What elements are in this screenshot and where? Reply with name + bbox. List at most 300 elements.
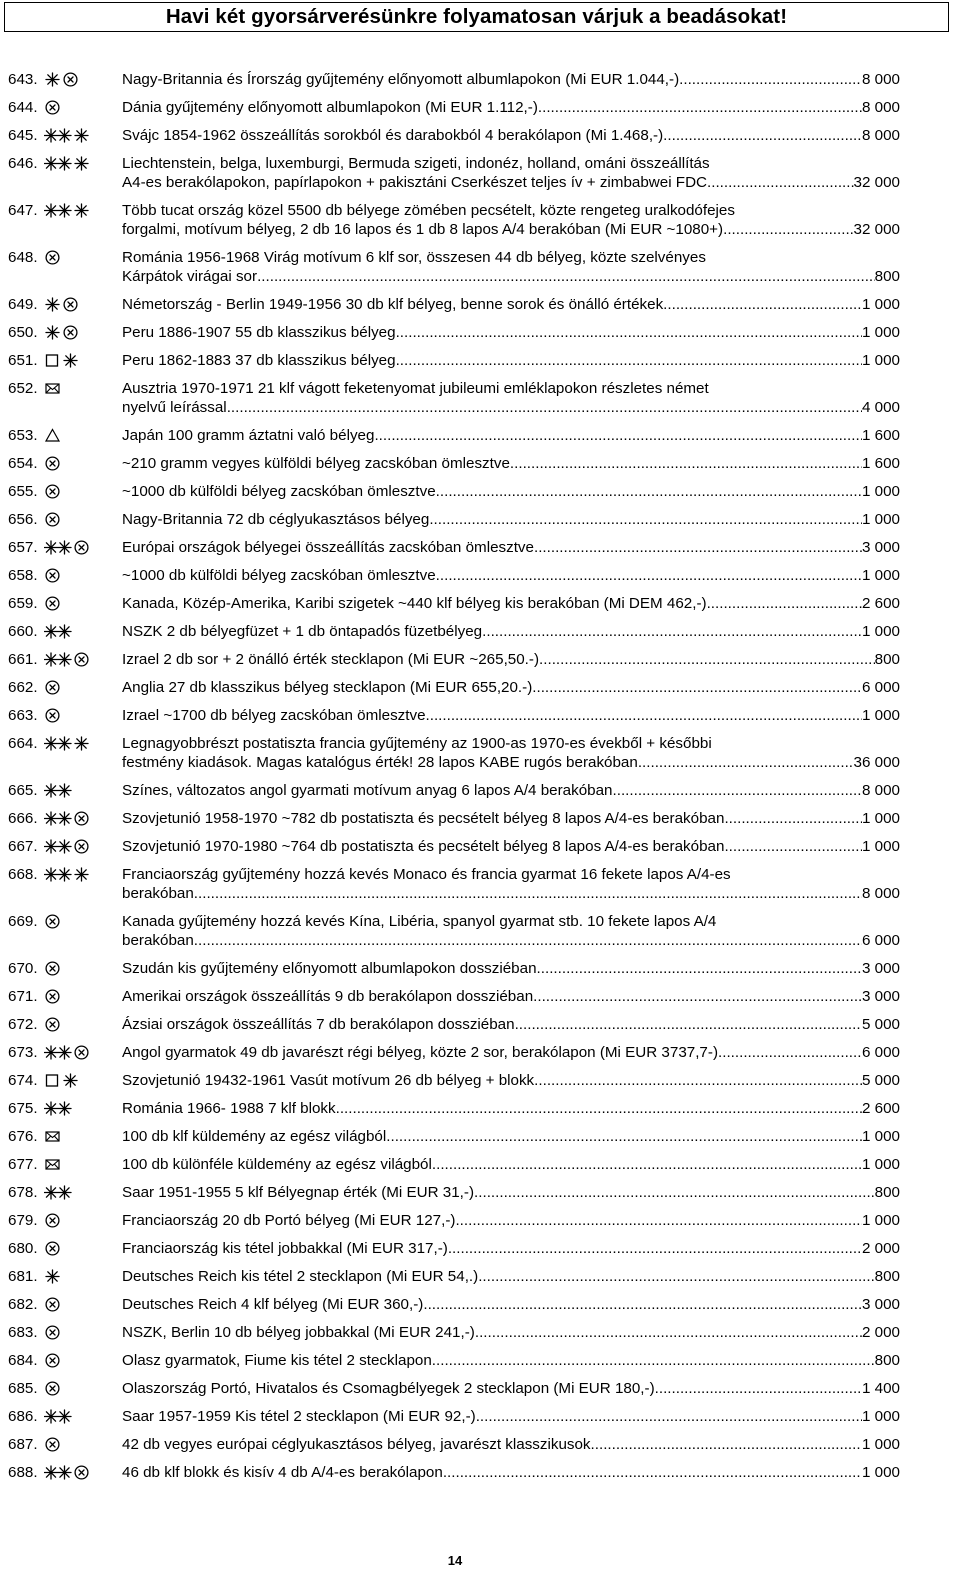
lot-text: 42 db vegyes európai céglyukasztásos bélyeg, javarészt klasszikusok <box>122 1436 591 1453</box>
mnh-double-asterisk-icon <box>44 1184 72 1201</box>
lot-condition-icons <box>44 959 122 978</box>
lot-condition-icons <box>44 70 122 89</box>
lot-number: 647. <box>8 202 38 219</box>
lot-price: 1 000 <box>861 567 900 584</box>
lot-price: 1 000 <box>861 511 900 528</box>
lot-number: 644. <box>8 99 38 116</box>
lot-description <box>122 1015 900 1034</box>
lot-condition-icons <box>44 1239 122 1258</box>
lot-item <box>8 154 900 192</box>
lot-number: 683. <box>8 1324 38 1341</box>
lot-item <box>8 622 900 641</box>
lot-text: Szovjetunió 1970-1980 ~764 db postatiszta és pecsételt bélyeg 8 lapos A/4-es berakóban <box>122 838 725 855</box>
lot-text: Saar 1957-1959 Kis tétel 2 stecklapon (Mi EUR 92,-) <box>122 1408 476 1425</box>
lot-leader-line <box>122 1071 900 1090</box>
lot-condition-icons <box>44 454 122 473</box>
dot-leader <box>723 220 853 239</box>
page-number: 14 <box>447 1553 463 1568</box>
dot-leader <box>432 1155 862 1174</box>
used-circle-icon <box>62 71 79 88</box>
lot-text: Olaszország Portó, Hivatalos és Csomagbélyegek 2 stecklapon (Mi EUR 180,-) <box>122 1380 655 1397</box>
lot-condition-icons <box>44 1211 122 1230</box>
lot-description-first-line: Franciaország gyűjtemény hozzá kevés Monaco és francia gyarmat 16 fekete lapos A/4-es <box>122 866 731 883</box>
lot-number: 677. <box>8 1156 38 1173</box>
lot-description <box>122 706 900 725</box>
lot-item <box>8 865 900 903</box>
dot-leader <box>227 398 862 417</box>
lot-description <box>122 1351 900 1370</box>
dot-leader <box>436 482 862 501</box>
lot-description <box>122 912 900 950</box>
lot-condition-icons <box>44 1183 122 1202</box>
dot-leader <box>396 323 862 342</box>
lot-condition-icons <box>44 98 122 117</box>
lot-leader-line <box>122 1295 900 1314</box>
lot-description <box>122 781 900 800</box>
used-circle-icon <box>73 539 90 556</box>
lot-description <box>122 1099 900 1118</box>
lot-description <box>122 510 900 529</box>
lot-condition-icons <box>44 809 122 828</box>
dot-leader <box>194 931 862 950</box>
dot-leader <box>679 70 862 89</box>
lot-text: Szudán kis gyűjtemény előnyomott albumlapokon dossziéban <box>122 960 537 977</box>
lot-price: 1 000 <box>861 707 900 724</box>
lot-list <box>8 70 900 1482</box>
lot-item <box>8 1127 900 1146</box>
lot-text: Deutsches Reich kis tétel 2 stecklapon (Mi EUR 54,.) <box>122 1268 479 1285</box>
mnh-double-asterisk-icon <box>44 539 72 556</box>
lot-price: 8 000 <box>861 885 900 902</box>
used-circle-icon <box>44 1296 61 1313</box>
lot-number: 686. <box>8 1408 38 1425</box>
lot-number: 680. <box>8 1240 38 1257</box>
hinged-asterisk-icon <box>73 866 90 883</box>
used-circle-icon <box>73 1464 90 1481</box>
lot-leader-line <box>122 398 900 417</box>
lot-description-first-line: Legnagyobbrészt postatiszta francia gyűjtemény az 1900-as 1970-es évekből + későbbi <box>122 735 712 752</box>
cover-envelope-icon <box>44 380 61 397</box>
lot-item <box>8 781 900 800</box>
lot-price: 5 000 <box>861 1072 900 1089</box>
lot-description <box>122 837 900 856</box>
lot-price: 800 <box>874 1184 900 1201</box>
lot-text: NSZK, Berlin 10 db bélyeg jobbakkal (Mi EUR 241,-) <box>122 1324 475 1341</box>
lot-leader-line <box>122 1043 900 1062</box>
cover-envelope-icon <box>44 1156 61 1173</box>
lot-text: Franciaország kis tétel jobbakkal (Mi EUR 317,-) <box>122 1240 448 1257</box>
lot-leader-line <box>122 1015 900 1034</box>
mnh-double-asterisk-icon <box>44 202 72 219</box>
lot-item <box>8 1099 900 1118</box>
dot-leader <box>448 1239 862 1258</box>
hinged-asterisk-icon <box>62 352 79 369</box>
lot-item <box>8 706 900 725</box>
lot-number: 665. <box>8 782 38 799</box>
lot-text: Románia 1966- 1988 7 klf blokk <box>122 1100 336 1117</box>
lot-description <box>122 809 900 828</box>
lot-price: 1 000 <box>861 1212 900 1229</box>
lot-leader-line <box>122 351 900 370</box>
dot-leader <box>386 1127 862 1146</box>
lot-text: ~1000 db külföldi bélyeg zacskóban ömlesztve <box>122 483 436 500</box>
lot-item <box>8 1071 900 1090</box>
lot-item <box>8 98 900 117</box>
lot-leader-line <box>122 1239 900 1258</box>
lot-number: 662. <box>8 679 38 696</box>
mnh-double-asterisk-icon <box>44 782 72 799</box>
lot-leader-line <box>122 1351 900 1370</box>
lot-condition-icons <box>44 865 122 884</box>
lot-price: 1 600 <box>861 427 900 444</box>
lot-text: berakóban <box>122 932 194 949</box>
lot-description <box>122 351 900 370</box>
lot-description <box>122 482 900 501</box>
lot-price: 32 000 <box>853 221 900 238</box>
lot-number: 658. <box>8 567 38 584</box>
lot-leader-line <box>122 70 900 89</box>
lot-description <box>122 650 900 669</box>
lot-text: berakóban <box>122 885 194 902</box>
lot-price: 6 000 <box>861 1044 900 1061</box>
used-circle-icon <box>44 1016 61 1033</box>
used-circle-icon <box>44 988 61 1005</box>
lot-condition-icons <box>44 323 122 342</box>
used-circle-icon <box>44 1380 61 1397</box>
lot-text: Angol gyarmatok 49 db javarészt régi bélyeg, közte 2 sor, berakólapon (Mi EUR 3737,7-) <box>122 1044 718 1061</box>
lot-leader-line <box>122 837 900 856</box>
lot-item <box>8 987 900 1006</box>
lot-item <box>8 201 900 239</box>
lot-item <box>8 1043 900 1062</box>
lot-text: festmény kiadások. Magas katalógus érték! 28 lapos KABE rugós berakóban <box>122 754 638 771</box>
lot-description <box>122 1407 900 1426</box>
lot-text: 100 db különféle küldemény az egész világból <box>122 1156 432 1173</box>
lot-text: A4-es berakólapokon, papírlapokon + pakisztáni Cserkészet teljes ív + zimbabwei FDC <box>122 174 708 191</box>
lot-text: Dánia gyűjtemény előnyomott albumlapokon (Mi EUR 1.112,-) <box>122 99 538 116</box>
lot-item <box>8 1267 900 1286</box>
triangle-icon <box>44 427 61 444</box>
lot-leader-line <box>122 1155 900 1174</box>
hinged-asterisk-icon <box>73 735 90 752</box>
lot-condition-icons <box>44 622 122 641</box>
lot-leader-line <box>122 1463 900 1482</box>
lot-description <box>122 1239 900 1258</box>
lot-condition-icons <box>44 987 122 1006</box>
lot-text: Peru 1886-1907 55 db klasszikus bélyeg <box>122 324 396 341</box>
lot-condition-icons <box>44 510 122 529</box>
dot-leader <box>638 753 854 772</box>
lot-price: 3 000 <box>861 988 900 1005</box>
lot-leader-line <box>122 323 900 342</box>
used-circle-icon <box>73 838 90 855</box>
lot-number: 655. <box>8 483 38 500</box>
dot-leader <box>591 1435 862 1454</box>
lot-price: 8 000 <box>861 782 900 799</box>
lot-text: Izrael 2 db sor + 2 önálló érték stecklapon (Mi EUR ~265,50.-) <box>122 651 540 668</box>
lot-leader-line <box>122 1435 900 1454</box>
used-circle-icon <box>44 483 61 500</box>
lot-item <box>8 1015 900 1034</box>
lot-item <box>8 248 900 286</box>
lot-description <box>122 201 900 239</box>
lot-price: 8 000 <box>861 99 900 116</box>
lot-condition-icons <box>44 594 122 613</box>
lot-number: 646. <box>8 155 38 172</box>
lot-text: Svájc 1854-1962 összeállítás sorokból és darabokból 4 berakólapon (Mi 1.468,-) <box>122 127 664 144</box>
lot-item <box>8 351 900 370</box>
lot-price: 1 000 <box>861 1464 900 1481</box>
lot-price: 2 600 <box>861 1100 900 1117</box>
lot-item <box>8 70 900 89</box>
used-circle-icon <box>44 567 61 584</box>
lot-leader-line <box>122 931 900 950</box>
lot-number: 684. <box>8 1352 38 1369</box>
dot-leader <box>510 454 862 473</box>
hinged-asterisk-icon <box>44 296 61 313</box>
lot-text: Nagy-Britannia és Írország gyűjtemény előnyomott albumlapokon (Mi EUR 1.044,-) <box>122 71 680 88</box>
lot-number: 681. <box>8 1268 38 1285</box>
lot-price: 800 <box>874 651 900 668</box>
lot-description <box>122 1323 900 1342</box>
lot-item <box>8 454 900 473</box>
lot-number: 650. <box>8 324 38 341</box>
lot-leader-line <box>122 1127 900 1146</box>
used-circle-icon <box>44 707 61 724</box>
lot-text: Saar 1951-1955 5 klf Bélyegnap érték (Mi EUR 31,-) <box>122 1184 475 1201</box>
lot-price: 36 000 <box>853 754 900 771</box>
lot-item <box>8 566 900 585</box>
lot-item <box>8 1463 900 1482</box>
lot-leader-line <box>122 678 900 697</box>
lot-item <box>8 1435 900 1454</box>
lot-text: 100 db klf küldemény az egész világból <box>122 1128 387 1145</box>
lot-item <box>8 912 900 950</box>
lot-description <box>122 1379 900 1398</box>
lot-text: ~210 gramm vegyes külföldi bélyeg zacskóban ömlesztve <box>122 455 510 472</box>
lot-description-first-line: Kanada gyűjtemény hozzá kevés Kína, Libéria, spanyol gyarmat stb. 10 fekete lapos A/4 <box>122 913 717 930</box>
hinged-asterisk-icon <box>73 127 90 144</box>
lot-item <box>8 959 900 978</box>
lot-description <box>122 1127 900 1146</box>
lot-text: Szovjetunió 1958-1970 ~782 db postatiszta és pecsételt bélyeg 8 lapos A/4-es berakóban <box>122 810 725 827</box>
dot-leader <box>534 538 862 557</box>
mnh-double-asterisk-icon <box>44 838 72 855</box>
lot-number: 672. <box>8 1016 38 1033</box>
lot-leader-line <box>122 1407 900 1426</box>
dot-leader <box>474 1183 875 1202</box>
lot-price: 800 <box>874 1352 900 1369</box>
lot-description <box>122 154 900 192</box>
lot-description <box>122 1463 900 1482</box>
lot-price: 1 400 <box>861 1380 900 1397</box>
lot-number: 688. <box>8 1464 38 1481</box>
lot-number: 659. <box>8 595 38 612</box>
dot-leader <box>538 98 862 117</box>
lot-condition-icons <box>44 1323 122 1342</box>
lot-text: Deutsches Reich 4 klf bélyeg (Mi EUR 360,-) <box>122 1296 424 1313</box>
lot-leader-line <box>122 267 900 286</box>
mnh-double-asterisk-icon <box>44 1464 72 1481</box>
mnh-double-asterisk-icon <box>44 866 72 883</box>
dot-leader <box>482 622 862 641</box>
lot-item <box>8 1155 900 1174</box>
lot-item <box>8 1379 900 1398</box>
dot-leader <box>515 1015 862 1034</box>
lot-description <box>122 323 900 342</box>
hinged-asterisk-icon <box>44 324 61 341</box>
lot-item <box>8 734 900 772</box>
lot-description <box>122 426 900 445</box>
lot-description <box>122 98 900 117</box>
lot-description <box>122 987 900 1006</box>
dot-leader <box>336 1099 862 1118</box>
lot-condition-icons <box>44 201 122 220</box>
lot-condition-icons <box>44 1127 122 1146</box>
lot-item <box>8 323 900 342</box>
lot-description <box>122 622 900 641</box>
lot-condition-icons <box>44 154 122 173</box>
lot-item <box>8 1211 900 1230</box>
lot-number: 657. <box>8 539 38 556</box>
lot-leader-line <box>122 809 900 828</box>
lot-price: 800 <box>874 268 900 285</box>
lot-text: Színes, változatos angol gyarmati motívum anyag 6 lapos A/4 berakóban <box>122 782 613 799</box>
dot-leader <box>194 884 862 903</box>
lot-item <box>8 1239 900 1258</box>
lot-description <box>122 1043 900 1062</box>
lot-item <box>8 1351 900 1370</box>
lot-leader-line <box>122 1267 900 1286</box>
dot-leader <box>539 650 875 669</box>
lot-number: 666. <box>8 810 38 827</box>
lot-condition-icons <box>44 678 122 697</box>
lot-description <box>122 379 900 417</box>
lot-leader-line <box>122 510 900 529</box>
lot-description-first-line: Több tucat ország közel 5500 db bélyege zömében pecsételt, közte rengeteg uralkodófejes <box>122 202 735 219</box>
lot-description <box>122 126 900 145</box>
mnh-double-asterisk-icon <box>44 735 72 752</box>
no-gum-square-icon <box>44 1072 61 1089</box>
lot-leader-line <box>122 959 900 978</box>
lot-condition-icons <box>44 650 122 669</box>
lot-number: 664. <box>8 735 38 752</box>
lot-price: 1 000 <box>861 352 900 369</box>
lot-item <box>8 594 900 613</box>
lot-text: nyelvű leírással <box>122 399 227 416</box>
lot-price: 32 000 <box>853 174 900 191</box>
mnh-double-asterisk-icon <box>44 1044 72 1061</box>
cover-envelope-icon <box>44 1128 61 1145</box>
lot-description <box>122 454 900 473</box>
dot-leader <box>534 1071 862 1090</box>
lot-leader-line <box>122 781 900 800</box>
lot-leader-line <box>122 482 900 501</box>
lot-number: 682. <box>8 1296 38 1313</box>
lot-description <box>122 70 900 89</box>
lot-condition-icons <box>44 126 122 145</box>
lot-leader-line <box>122 650 900 669</box>
dot-leader <box>537 959 862 978</box>
mnh-double-asterisk-icon <box>44 623 72 640</box>
lot-price: 4 000 <box>861 399 900 416</box>
lot-description <box>122 865 900 903</box>
lot-price: 1 000 <box>861 483 900 500</box>
lot-price: 800 <box>874 1268 900 1285</box>
lot-item <box>8 126 900 145</box>
lot-number: 670. <box>8 960 38 977</box>
lot-text: Amerikai országok összeállítás 9 db berakólapon dossziéban <box>122 988 534 1005</box>
lot-description <box>122 538 900 557</box>
lot-text: Kárpátok virágai sor <box>122 268 258 285</box>
lot-condition-icons <box>44 1043 122 1062</box>
dot-leader <box>478 1267 874 1286</box>
lot-description <box>122 566 900 585</box>
mnh-double-asterisk-icon <box>44 1100 72 1117</box>
lot-leader-line <box>122 454 900 473</box>
lot-description <box>122 1435 900 1454</box>
lot-number: 648. <box>8 249 38 266</box>
lot-number: 654. <box>8 455 38 472</box>
lot-leader-line <box>122 538 900 557</box>
lot-condition-icons <box>44 248 122 267</box>
lot-number: 685. <box>8 1380 38 1397</box>
dot-leader <box>423 1295 862 1314</box>
lot-item <box>8 809 900 828</box>
used-circle-icon <box>44 455 61 472</box>
used-circle-icon <box>73 651 90 668</box>
dot-leader <box>436 566 862 585</box>
dot-leader <box>663 295 862 314</box>
lot-leader-line <box>122 622 900 641</box>
lot-text: Nagy-Britannia 72 db céglyukasztásos bélyeg <box>122 511 430 528</box>
lot-condition-icons <box>44 837 122 856</box>
dot-leader <box>718 1043 862 1062</box>
dot-leader <box>432 1351 875 1370</box>
dot-leader <box>613 781 862 800</box>
lot-description <box>122 1183 900 1202</box>
lot-price: 1 000 <box>861 296 900 313</box>
hinged-asterisk-icon <box>73 155 90 172</box>
lot-description <box>122 678 900 697</box>
lot-condition-icons <box>44 295 122 314</box>
lot-number: 649. <box>8 296 38 313</box>
used-circle-icon <box>44 1240 61 1257</box>
lot-number: 663. <box>8 707 38 724</box>
lot-condition-icons <box>44 566 122 585</box>
lot-number: 645. <box>8 127 38 144</box>
lot-item <box>8 678 900 697</box>
dot-leader <box>724 809 862 828</box>
lot-leader-line <box>122 594 900 613</box>
lot-number: 652. <box>8 380 38 397</box>
lot-leader-line <box>122 426 900 445</box>
lot-item <box>8 379 900 417</box>
mnh-double-asterisk-icon <box>44 810 72 827</box>
used-circle-icon <box>44 913 61 930</box>
lot-description-first-line: Ausztria 1970-1971 21 klf vágott feketenyomat jubileumi emléklapokon részletes német <box>122 380 709 397</box>
lot-condition-icons <box>44 1099 122 1118</box>
used-circle-icon <box>73 1044 90 1061</box>
lot-price: 3 000 <box>861 539 900 556</box>
lot-price: 1 000 <box>861 838 900 855</box>
lot-leader-line <box>122 1211 900 1230</box>
dot-leader <box>655 1379 862 1398</box>
lot-item <box>8 1407 900 1426</box>
lot-price: 1 000 <box>861 1436 900 1453</box>
lot-price: 8 000 <box>861 127 900 144</box>
used-circle-icon <box>44 511 61 528</box>
